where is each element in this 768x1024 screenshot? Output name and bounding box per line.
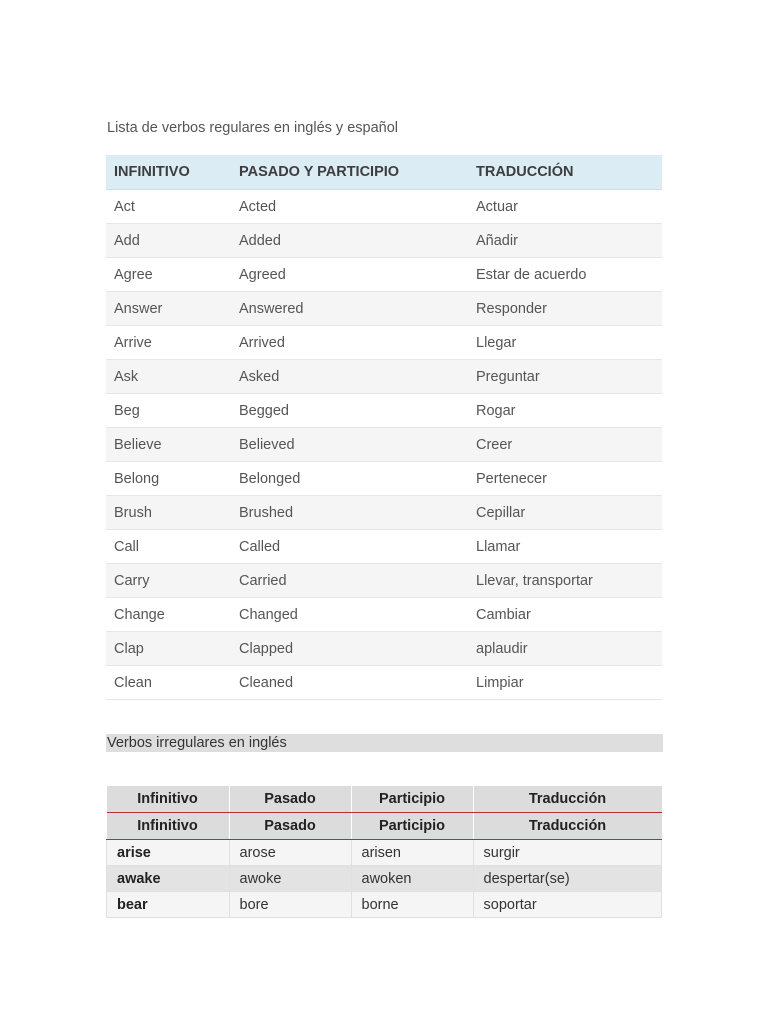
column-header-infinitivo: Infinitivo [107,813,230,840]
table-row [106,496,662,530]
column-header-infinitivo: INFINITIVO [106,155,231,190]
cell-traduccion: Limpiar [468,666,662,700]
cell-infinitivo: Believe [106,428,231,462]
cell-infinitivo: Act [106,190,231,224]
cell-infinitivo: Belong [106,462,231,496]
cell-pasado-participio: Answered [231,292,468,326]
cell-infinitivo: Ask [106,360,231,394]
cell-infinitivo: Call [106,530,231,564]
cell-traduccion: Responder [468,292,662,326]
cell-pasado-participio: Asked [231,360,468,394]
cell-infinitivo: Brush [106,496,231,530]
table-header-row [106,155,662,190]
cell-pasado-participio: Begged [231,394,468,428]
column-header-traduccion: Traducción [473,813,662,840]
table-row [106,258,662,292]
cell-traduccion: Creer [468,428,662,462]
regular-verbs-table [106,155,662,700]
cell-traduccion: despertar(se) [473,866,662,892]
cell-infinitivo: Clean [106,666,231,700]
regular-verbs-caption: Lista de verbos regulares en inglés y español [107,120,398,136]
cell-traduccion: Llevar, transportar [468,564,662,598]
cell-traduccion: Cepillar [468,496,662,530]
cell-traduccion: Preguntar [468,360,662,394]
table-row [106,190,662,224]
table-row [106,394,662,428]
column-header-pasado: Pasado [229,786,351,813]
column-header-participio: Participio [351,813,473,840]
table-row [106,530,662,564]
cell-infinitivo: Clap [106,632,231,666]
cell-traduccion: soportar [473,892,662,918]
irregular-verbs-table [106,786,662,918]
table-row [106,598,662,632]
cell-infinitivo: Beg [106,394,231,428]
table-row [107,866,662,892]
cell-pasado-participio: Arrived [231,326,468,360]
table-row [106,564,662,598]
column-header-pasado: Pasado [229,813,351,840]
cell-infinitivo: Answer [106,292,231,326]
cell-traduccion: Añadir [468,224,662,258]
table-row [106,224,662,258]
cell-pasado-participio: Believed [231,428,468,462]
cell-pasado: arose [229,840,351,866]
irregular-verbs-caption: Verbos irregulares en inglés [106,734,663,752]
cell-pasado-participio: Cleaned [231,666,468,700]
column-header-traduccion: TRADUCCIÓN [468,155,662,190]
cell-pasado: awoke [229,866,351,892]
table-header-row [107,786,662,813]
table-row [106,632,662,666]
cell-participio: arisen [351,840,473,866]
cell-participio: awoken [351,866,473,892]
cell-infinitivo: Agree [106,258,231,292]
cell-traduccion: Llamar [468,530,662,564]
cell-traduccion: surgir [473,840,662,866]
cell-pasado-participio: Brushed [231,496,468,530]
column-header-infinitivo: Infinitivo [107,786,230,813]
table-row [106,360,662,394]
table-row [106,326,662,360]
cell-traduccion: aplaudir [468,632,662,666]
cell-infinitivo: arise [107,840,230,866]
cell-traduccion: Cambiar [468,598,662,632]
irregular-verbs-body [107,840,662,918]
cell-pasado-participio: Agreed [231,258,468,292]
cell-infinitivo: Add [106,224,231,258]
table-row [106,666,662,700]
cell-traduccion: Llegar [468,326,662,360]
cell-pasado-participio: Called [231,530,468,564]
table-row [107,840,662,866]
cell-infinitivo: bear [107,892,230,918]
regular-verbs-body [106,190,662,700]
cell-infinitivo: Arrive [106,326,231,360]
cell-traduccion: Rogar [468,394,662,428]
table-row [107,892,662,918]
cell-pasado-participio: Acted [231,190,468,224]
cell-traduccion: Estar de acuerdo [468,258,662,292]
cell-infinitivo: Carry [106,564,231,598]
table-row [106,462,662,496]
cell-participio: borne [351,892,473,918]
cell-infinitivo: Change [106,598,231,632]
cell-pasado-participio: Belonged [231,462,468,496]
cell-pasado-participio: Carried [231,564,468,598]
column-header-participio: Participio [351,786,473,813]
table-row [106,292,662,326]
cell-pasado-participio: Changed [231,598,468,632]
cell-pasado: bore [229,892,351,918]
table-row [106,428,662,462]
cell-pasado-participio: Clapped [231,632,468,666]
cell-traduccion: Actuar [468,190,662,224]
column-header-pasado-participio: PASADO Y PARTICIPIO [231,155,468,190]
cell-traduccion: Pertenecer [468,462,662,496]
column-header-traduccion: Traducción [473,786,662,813]
table-header-row-repeat [107,813,662,840]
cell-infinitivo: awake [107,866,230,892]
cell-pasado-participio: Added [231,224,468,258]
